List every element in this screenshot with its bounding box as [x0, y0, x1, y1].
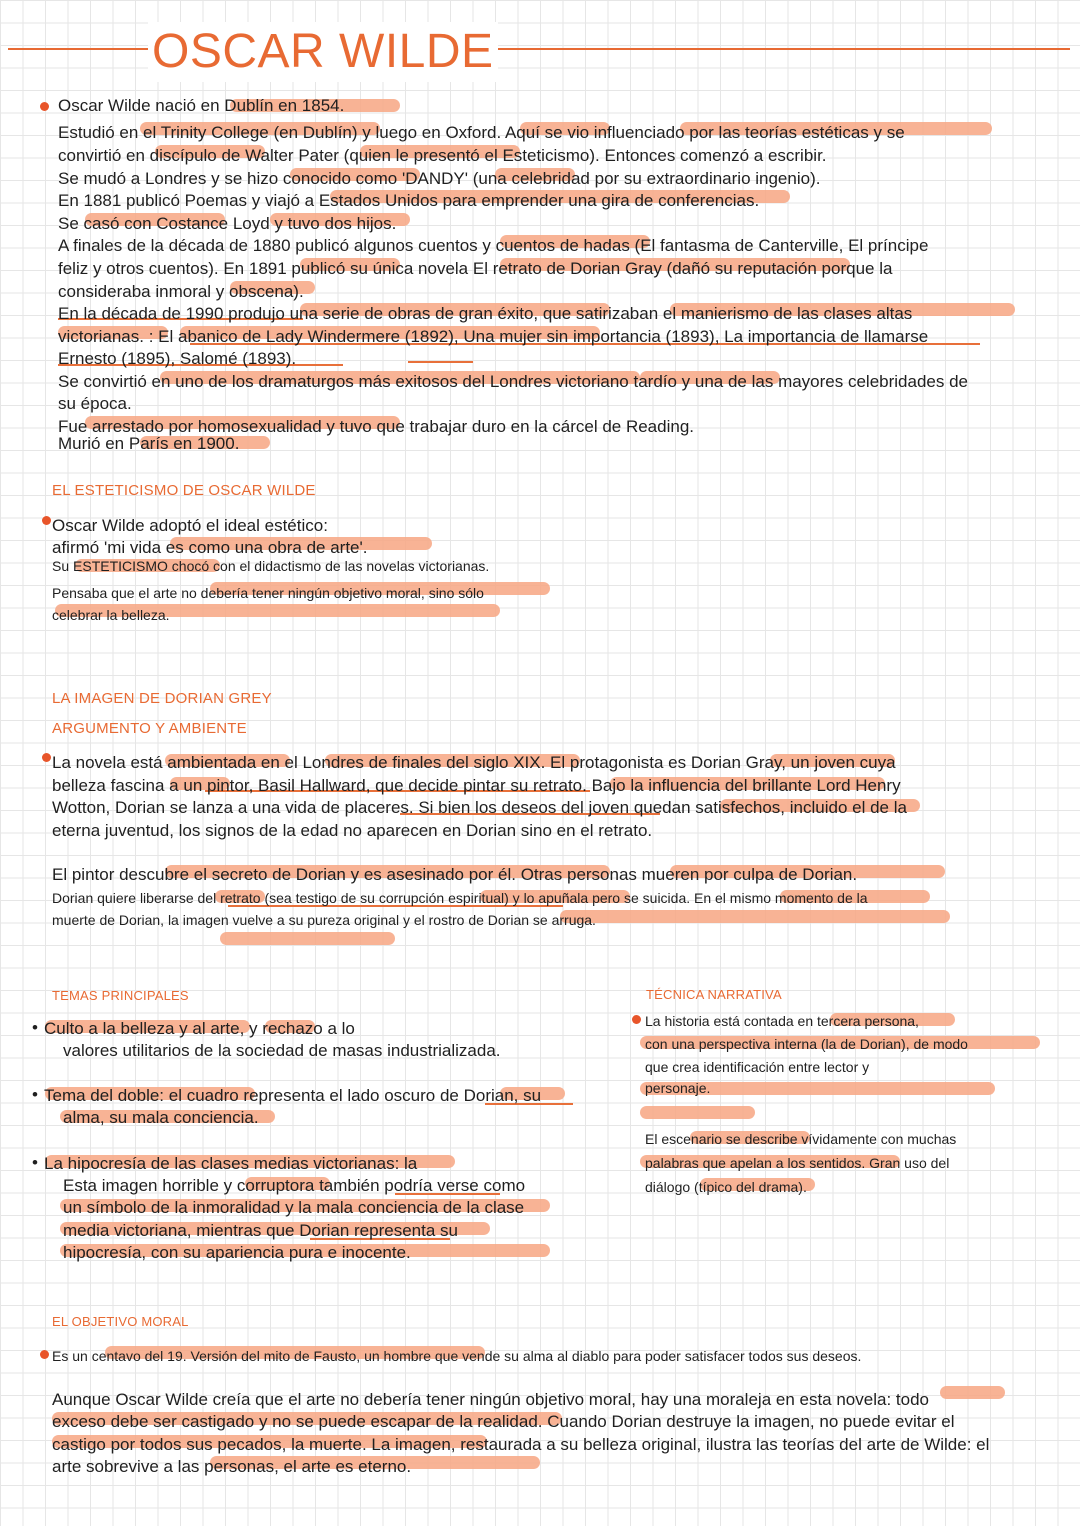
theme-item: alma, su mala conciencia.	[63, 1108, 259, 1127]
theme-item: Esta imagen horrible y corruptora también podría verse como	[63, 1176, 526, 1195]
section-heading: EL ESTETICISMO DE OSCAR WILDE	[52, 482, 316, 499]
plot-line: La novela está ambientada en el Londres de finales del siglo XIX. El protagonista es Dorian Gray, un joven cuya	[52, 753, 896, 772]
bullet-marker	[42, 516, 51, 525]
moral-line: Es un centavo del 19. Versión del mito de Fausto, un hombre que vende su alma al diablo para poder satisfacer todos sus deseos.	[52, 1348, 862, 1364]
bio-line: su época.	[58, 394, 132, 413]
plot-line: eterna juventud, los signos de la edad no aparecen en Dorian sino en el retrato.	[52, 821, 653, 840]
bullet-marker: •	[32, 1085, 38, 1104]
bio-line: feliz y otros cuentos). En 1891 publicó su única novela El retrato de Dorian Gray (dañó su reputación porque la	[58, 259, 893, 278]
technique-line: palabras que apelan a los sentidos. Gran uso del	[645, 1155, 950, 1171]
plot-line: Wotton, Dorian se lanza a una vida de placeres. Si bien los deseos del joven quedan satisfechos, incluido el de la	[52, 798, 907, 817]
bullet-marker	[40, 102, 49, 111]
bio-line: Se mudó a Londres y se hizo conocido como 'DANDY' (una celebridad por su extraordinario ingenio).	[58, 169, 821, 188]
bio-line: En 1881 publicó Poemas y viajó a Estados Unidos para emprender una gira de conferencias.	[58, 191, 760, 210]
technique-line: personaje.	[645, 1080, 711, 1096]
theme-item: valores utilitarios de la sociedad de masas industrializada.	[63, 1041, 501, 1060]
title-rule-left	[8, 48, 153, 50]
bio-line: En la década de 1990 produjo una serie de obras de gran éxito, que satirizaban el manierismo de las clases altas	[58, 304, 913, 323]
section-heading: LA IMAGEN DE DORIAN GREY	[52, 690, 272, 707]
aesthetic-line: Su ESTETICISMO chocó con el didactismo de las novelas victorianas.	[52, 558, 490, 574]
moral-line: arte sobrevive a las personas, el arte es eterno.	[52, 1457, 412, 1476]
bio-line: A finales de la década de 1880 publicó algunos cuentos y cuentos de hadas (El fantasma de Canterville, El príncipe	[58, 236, 929, 255]
technique-line: que crea identificación entre lector y	[645, 1059, 870, 1075]
technique-line: El escenario se describe vívidamente con muchas	[645, 1131, 957, 1147]
technique-line: La historia está contada en tercera persona,	[645, 1013, 919, 1029]
bio-line: Ernesto (1895), Salomé (1893).	[58, 349, 297, 368]
theme-item: Tema del doble: el cuadro representa el lado oscuro de Dorian, su	[44, 1086, 542, 1105]
bullet-marker: •	[32, 1018, 38, 1037]
bullet-marker: •	[32, 1153, 38, 1172]
plot-line: muerte de Dorian, la imagen vuelve a su pureza original y el rostro de Dorian se arruga.	[52, 912, 596, 928]
moral-line: exceso debe ser castigado y no se puede escapar de la realidad. Cuando Dorian destruye la imagen, no puede evitar el	[52, 1412, 955, 1431]
page-title: OSCAR WILDE	[148, 22, 498, 82]
aesthetic-line: afirmó 'mi vida es como una obra de arte'.	[52, 538, 368, 557]
section-heading: EL OBJETIVO MORAL	[52, 1314, 189, 1329]
bio-line: consideraba inmoral y obscena).	[58, 282, 304, 301]
bio-line: Se convirtió en uno de los dramaturgos más exitosos del Londres victoriano tardío y una de las mayores celebridades de	[58, 372, 969, 391]
bio-line: Se casó con Costance Loyd y tuvo dos hijos.	[58, 214, 397, 233]
moral-line: Aunque Oscar Wilde creía que el arte no debería tener ningún objetivo moral, hay una moraleja en esta novela: todo	[52, 1390, 929, 1409]
aesthetic-line: Oscar Wilde adoptó el ideal estético:	[52, 516, 328, 535]
theme-item: hipocresía, con su apariencia pura e inocente.	[63, 1243, 411, 1262]
theme-item: media victoriana, mientras que Dorian representa su	[63, 1221, 458, 1240]
bullet-marker	[42, 753, 51, 762]
plot-line: El pintor descubre el secreto de Dorian y es asesinado por él. Otras personas mueren por culpa de Dorian.	[52, 865, 858, 884]
bio-line: Murió en París en 1900.	[58, 434, 240, 453]
bio-line: Estudió en el Trinity College (en Dublín) y luego en Oxford. Aquí se vio influenciado por las teorías estéticas y se	[58, 123, 905, 142]
bullet-marker	[40, 1350, 49, 1359]
theme-item: La hipocresía de las clases medias victorianas: la	[44, 1154, 418, 1173]
technique-line: diálogo (típico del drama).	[645, 1179, 807, 1195]
aesthetic-line: celebrar la belleza.	[52, 607, 170, 623]
theme-item: un símbolo de la inmoralidad y la mala conciencia de la clase	[63, 1198, 525, 1217]
bio-line: victorianas. : El abanico de Lady Windermere (1892), Una mujer sin importancia (1893), La importancia de llamarse	[58, 327, 929, 346]
plot-line: Dorian quiere liberarse del retrato (sea testigo de su corrupción espiritual) y lo apuñala pero se suicida. En el mismo momento de la	[52, 890, 868, 906]
technique-line: con una perspectiva interna (la de Dorian), de modo	[645, 1036, 968, 1052]
bullet-marker	[632, 1015, 641, 1024]
theme-item: Culto a la belleza y al arte, y rechazo a lo	[44, 1019, 355, 1038]
title-rule-right	[470, 48, 1070, 50]
section-subheading: ARGUMENTO Y AMBIENTE	[52, 720, 247, 737]
aesthetic-line: Pensaba que el arte no debería tener ningún objetivo moral, sino sólo	[52, 585, 484, 601]
bio-line: Oscar Wilde nació en Dublín en 1854.	[58, 96, 345, 115]
bio-line: Fue arrestado por homosexualidad y tuvo que trabajar duro en la cárcel de Reading.	[58, 417, 694, 436]
bio-line: convirtió en discípulo de Walter Pater (quien le presentó el Esteticismo). Entonces comenzó a escribir.	[58, 146, 827, 165]
section-heading: TÉCNICA NARRATIVA	[646, 987, 782, 1002]
section-heading: TEMAS PRINCIPALES	[52, 988, 189, 1003]
plot-line: belleza fascina a un pintor, Basil Hallward, que decide pintar su retrato. Bajo la influencia del brillante Lord Henry	[52, 776, 901, 795]
moral-line: castigo por todos sus pecados, la muerte. La imagen, restaurada a su belleza original, ilustra las teorías del arte de Wilde: el	[52, 1435, 990, 1454]
